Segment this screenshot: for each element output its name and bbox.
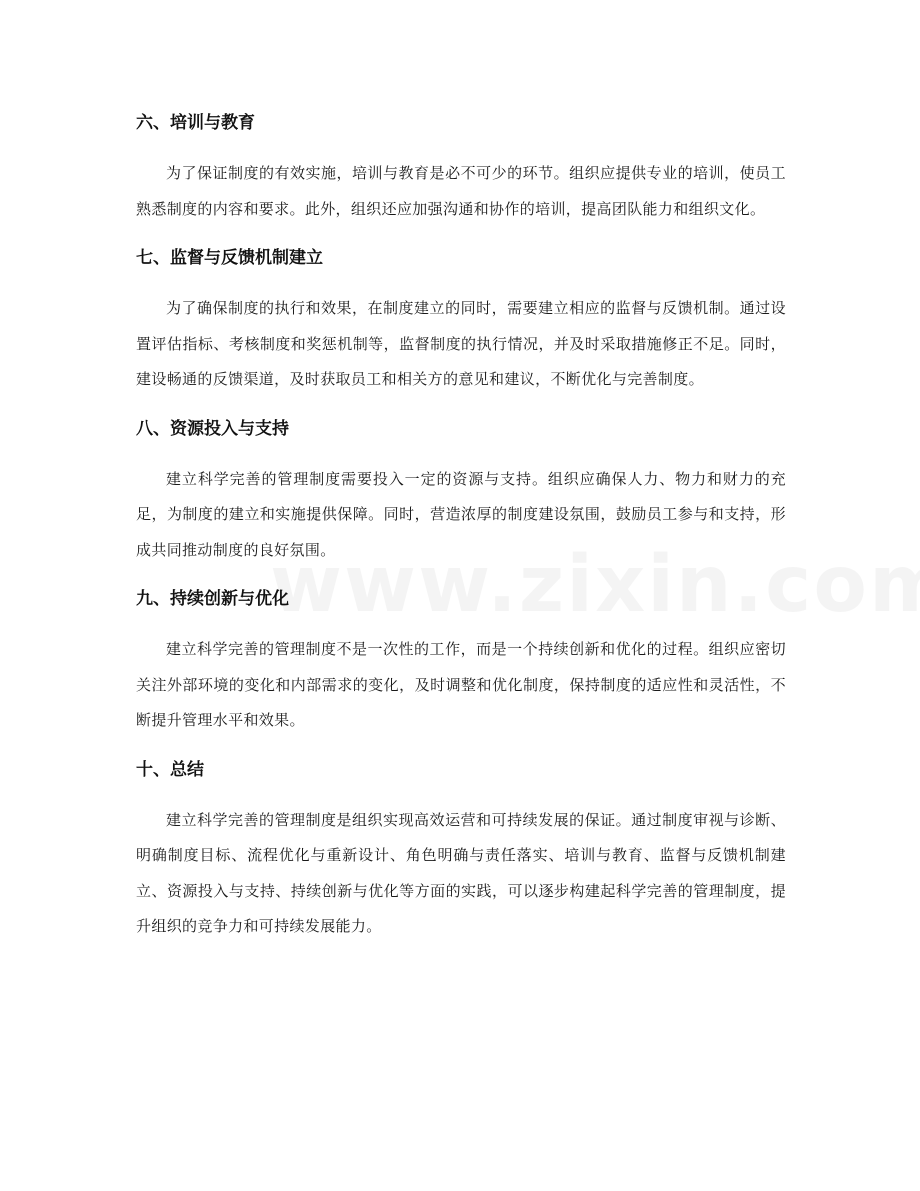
section-paragraph: 为了保证制度的有效实施，培训与教育是必不可少的环节。组织应提供专业的培训，使员工熟悉制度的内容和要求。此外，组织还应加强沟通和协作的培训，提高团队能力和组织文化。 xyxy=(136,164,786,218)
section-heading: 六、培训与教育 xyxy=(136,113,255,133)
section-supervision xyxy=(136,243,786,398)
section-innovation xyxy=(136,584,786,739)
section-summary xyxy=(136,755,786,945)
section-paragraph: 建立科学完善的管理制度不是一次性的工作，而是一个持续创新和优化的过程。组织应密切关注外部环境的变化和内部需求的变化，及时调整和优化制度，保持制度的适应性和灵活性，不断提升管理水平和效果。 xyxy=(136,640,786,729)
section-resources xyxy=(136,414,786,569)
section-heading: 九、持续创新与优化 xyxy=(136,589,289,609)
section-paragraph: 建立科学完善的管理制度需要投入一定的资源与支持。组织应确保人力、物力和财力的充足，为制度的建立和实施提供保障。同时，营造浓厚的制度建设氛围，鼓励员工参与和支持，形成共同推动制度的良好氛围。 xyxy=(136,469,786,559)
document-body xyxy=(136,108,786,961)
section-heading: 七、监督与反馈机制建立 xyxy=(136,248,323,268)
section-paragraph: 为了确保制度的执行和效果，在制度建立的同时，需要建立相应的监督与反馈机制。通过设置评估指标、考核制度和奖惩机制等，监督制度的执行情况，并及时采取措施修正不足。同时，建设畅通的反馈渠道，及时获取员工和相关方的意见和建议，不断优化与完善制度。 xyxy=(136,299,786,388)
section-training xyxy=(136,108,786,227)
section-heading: 八、资源投入与支持 xyxy=(136,418,289,439)
section-paragraph: 建立科学完善的管理制度是组织实现高效运营和可持续发展的保证。通过制度审视与诊断、明确制度目标、流程优化与重新设计、角色明确与责任落实、培训与教育、监督与反馈机制建立、资源投入与支持、持续创新与优化等方面的实践，可以逐步构建起科学完善的管理制度，提升组织的竞争力和可持续发展能力。 xyxy=(136,810,786,935)
section-heading: 十、总结 xyxy=(136,759,204,780)
